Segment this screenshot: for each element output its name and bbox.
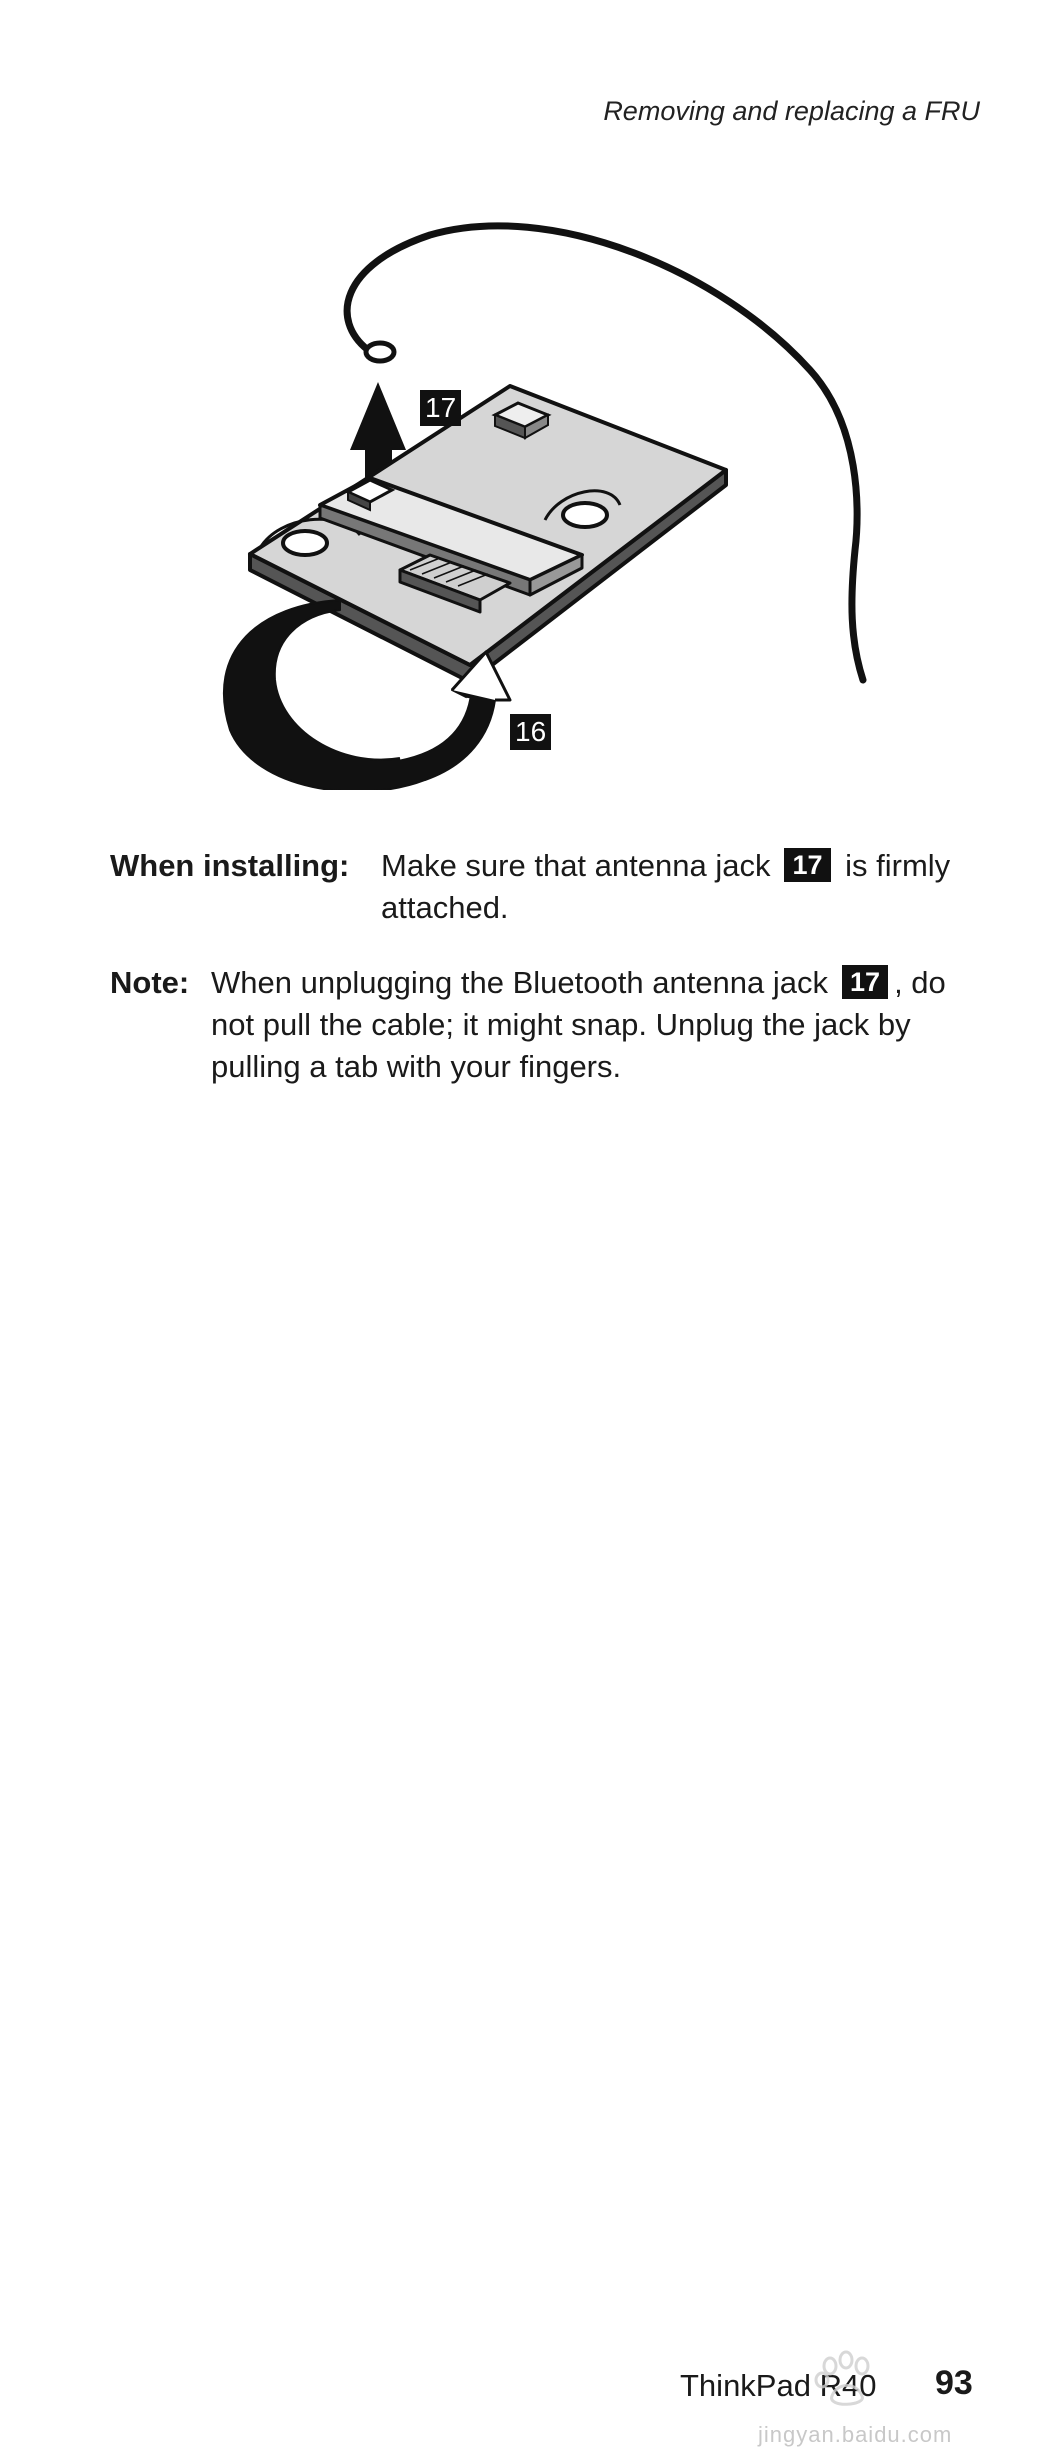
antenna-jack <box>366 343 394 361</box>
installing-text-after: is firmly attached. <box>381 848 951 925</box>
bluetooth-card-illustration <box>200 210 900 790</box>
figure-callout-17: 17 <box>420 390 461 426</box>
footer-product-name: ThinkPad R40 <box>680 2368 877 2403</box>
note-term: Note: <box>110 965 190 1000</box>
running-header: Removing and replacing a FRU <box>603 96 980 126</box>
note-text <box>211 962 971 1088</box>
watermark-url: jingyan.baidu.com <box>758 2422 953 2447</box>
footer-page-number: 93 <box>935 2364 973 2402</box>
figure-callout-16: 16 <box>510 714 551 750</box>
installing-term: When installing: <box>110 848 350 883</box>
installing-text-before: Make sure that antenna jack <box>381 848 771 883</box>
installing-text <box>381 845 981 929</box>
installing-callout-17: 17 <box>784 848 830 882</box>
note-callout-17: 17 <box>842 965 888 999</box>
note-text-before: When unplugging the Bluetooth antenna jack <box>211 965 829 1000</box>
note-text-after: , do not pull the cable; it might snap. Unplug the jack by pulling a tab with your fingers. <box>211 965 946 1084</box>
mounting-hole-right <box>563 503 607 527</box>
mounting-hole-left <box>283 531 327 555</box>
